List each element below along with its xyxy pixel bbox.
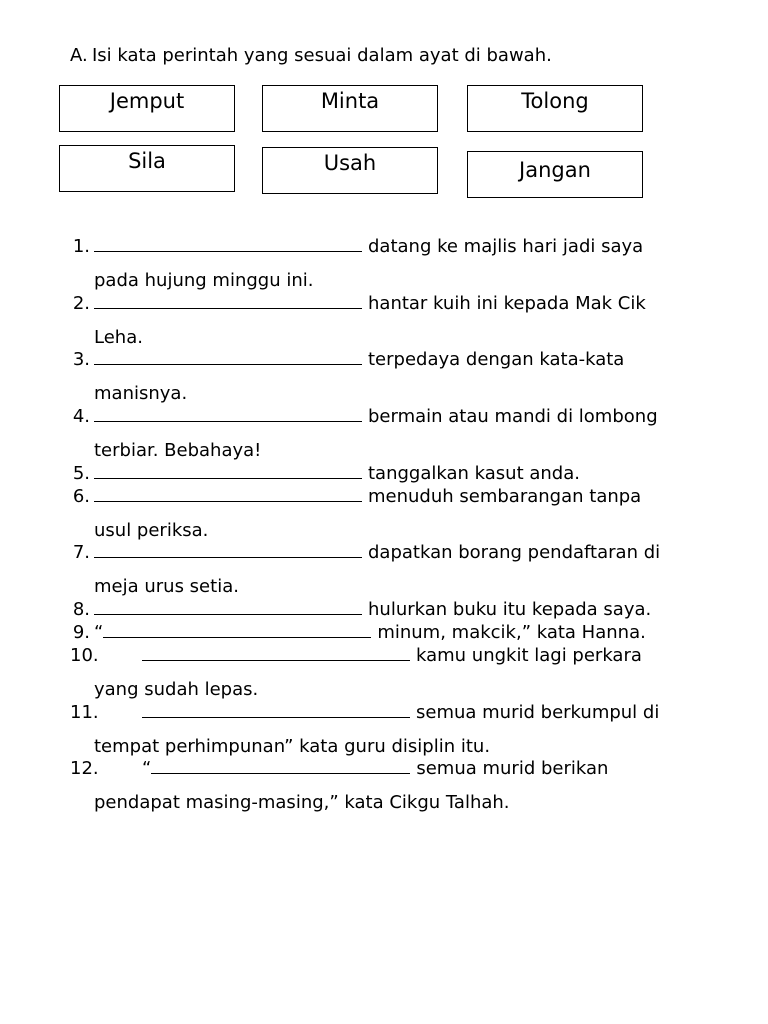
answer-blank[interactable] bbox=[94, 543, 362, 558]
opening-quote: “ bbox=[142, 758, 152, 779]
question-text: menuduh sembarangan tanpa bbox=[368, 486, 642, 507]
answer-blank[interactable] bbox=[94, 464, 362, 479]
question-number: 4. bbox=[72, 406, 90, 427]
question-continuation: meja urus setia. bbox=[94, 576, 239, 597]
question-number: 8. bbox=[72, 599, 90, 620]
question-text: kamu ungkit lagi perkara bbox=[416, 645, 642, 666]
question-text: hantar kuih ini kepada Mak Cik bbox=[368, 293, 646, 314]
answer-blank[interactable] bbox=[94, 294, 362, 309]
question-continuation: terbiar. Bebahaya! bbox=[94, 440, 262, 461]
opening-quote: “ bbox=[94, 622, 104, 643]
question-continuation: Leha. bbox=[94, 327, 143, 348]
question-text: semua murid berkumpul di bbox=[416, 702, 660, 723]
question-text: tanggalkan kasut anda. bbox=[368, 463, 580, 484]
question-text: terpedaya dengan kata-kata bbox=[368, 349, 625, 370]
question-text: datang ke majlis hari jadi saya bbox=[368, 236, 644, 257]
question-number: 9. bbox=[72, 622, 90, 643]
question-continuation: yang sudah lepas. bbox=[94, 679, 259, 700]
answer-blank[interactable] bbox=[142, 703, 410, 718]
question-continuation: usul periksa. bbox=[94, 520, 209, 541]
question-continuation: pendapat masing-masing,” kata Cikgu Talhah. bbox=[94, 792, 510, 813]
question-number: 1. bbox=[72, 236, 90, 257]
section-instruction: Isi kata perintah yang sesuai dalam ayat di bawah. bbox=[92, 45, 552, 66]
question-continuation: manisnya. bbox=[94, 383, 188, 404]
section-label: A. bbox=[70, 45, 88, 66]
word-box-minta: Minta bbox=[262, 85, 438, 132]
word-box-tolong: Tolong bbox=[467, 85, 643, 132]
word-box-jemput: Jemput bbox=[59, 85, 235, 132]
answer-blank[interactable] bbox=[103, 623, 371, 638]
question-text: bermain atau mandi di lombong bbox=[368, 406, 658, 427]
question-text: dapatkan borang pendaftaran di bbox=[368, 542, 661, 563]
question-continuation: pada hujung minggu ini. bbox=[94, 270, 314, 291]
answer-blank[interactable] bbox=[151, 759, 410, 774]
word-box-usah: Usah bbox=[262, 147, 438, 194]
answer-blank[interactable] bbox=[94, 600, 362, 615]
question-number: 2. bbox=[72, 293, 90, 314]
question-number: 3. bbox=[72, 349, 90, 370]
answer-blank[interactable] bbox=[94, 237, 362, 252]
word-box-sila: Sila bbox=[59, 145, 235, 192]
question-number: 12. bbox=[70, 758, 99, 779]
word-box-jangan: Jangan bbox=[467, 151, 643, 198]
question-number: 11. bbox=[70, 702, 99, 723]
answer-blank[interactable] bbox=[94, 407, 362, 422]
answer-blank[interactable] bbox=[142, 646, 410, 661]
question-text: semua murid berikan bbox=[416, 758, 609, 779]
question-number: 5. bbox=[72, 463, 90, 484]
question-number: 10. bbox=[70, 645, 99, 666]
question-continuation: tempat perhimpunan” kata guru disiplin itu. bbox=[94, 736, 491, 757]
question-number: 7. bbox=[72, 542, 90, 563]
answer-blank[interactable] bbox=[94, 350, 362, 365]
section-heading bbox=[70, 44, 552, 68]
question-number: 6. bbox=[72, 486, 90, 507]
question-text: minum, makcik,” kata Hanna. bbox=[377, 622, 646, 643]
question-text: hulurkan buku itu kepada saya. bbox=[368, 599, 652, 620]
answer-blank[interactable] bbox=[94, 487, 362, 502]
